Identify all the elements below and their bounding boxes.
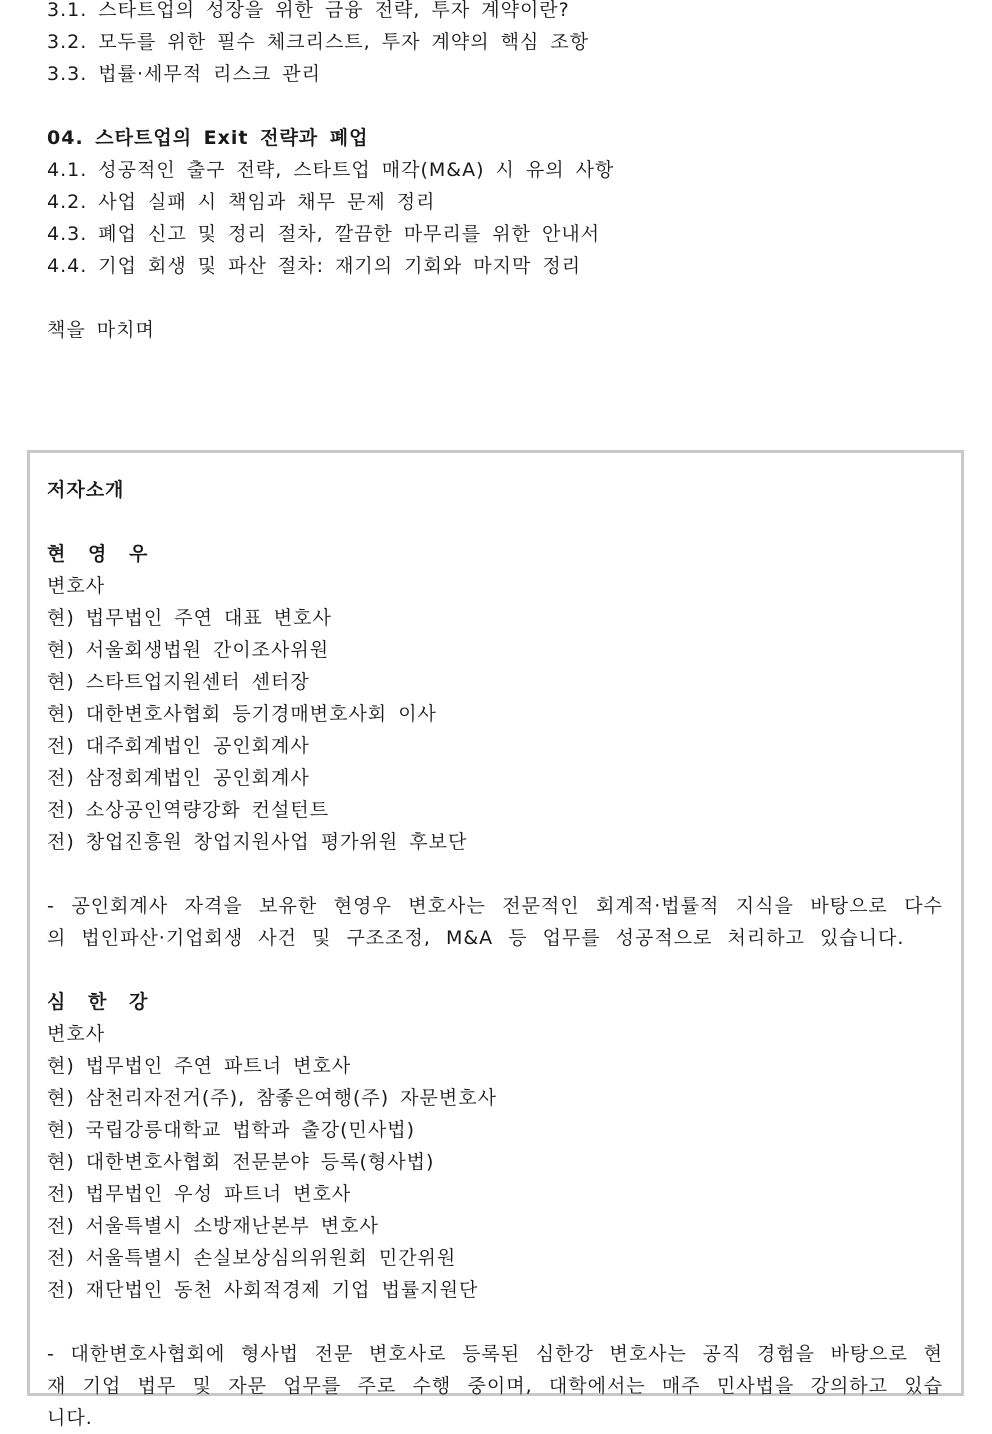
author-name: 심 한 강 bbox=[47, 991, 154, 1013]
toc-item: 4.4. 기업 회생 및 파산 절차: 재기의 기회와 마지막 정리 bbox=[47, 255, 582, 277]
toc-closing: 책을 마치며 bbox=[47, 319, 155, 341]
author-title: 변호사 bbox=[47, 1023, 106, 1045]
career-item: 현) 법무법인 주연 파트너 변호사 bbox=[47, 1055, 352, 1077]
career-item: 현) 스타트업지원센터 센터장 bbox=[47, 671, 310, 693]
author-name: 현 영 우 bbox=[47, 543, 154, 565]
career-item: 전) 소상공인역량강화 컨설턴트 bbox=[47, 799, 330, 821]
toc-item: 4.3. 폐업 신고 및 정리 절차, 깔끔한 마무리를 위한 안내서 bbox=[47, 223, 601, 245]
career-item: 전) 창업진흥원 창업지원사업 평가위원 후보단 bbox=[47, 831, 468, 853]
toc-item: 3.1. 스타트업의 성장을 위한 금융 전략, 투자 계약이란? bbox=[47, 0, 570, 21]
author-description: - 대한변호사협회에 형사법 전문 변호사로 등록된 심한강 변호사는 공직 경험을 바탕으로 현재 기업 법무 및 자문 업무를 주로 수행 중이며, 대학에서는 매주 민사법을 강의하고 있습니다. bbox=[47, 1343, 943, 1429]
career-item: 현) 법무법인 주연 대표 변호사 bbox=[47, 607, 332, 629]
toc-item: 4.1. 성공적인 출구 전략, 스타트업 매각(M&A) 시 유의 사항 bbox=[47, 159, 615, 181]
toc-item: 3.2. 모두를 위한 필수 체크리스트, 투자 계약의 핵심 조항 bbox=[47, 31, 590, 53]
career-item: 현) 삼천리자전거(주), 참좋은여행(주) 자문변호사 bbox=[47, 1087, 497, 1109]
toc-item: 3.3. 법률·세무적 리스크 관리 bbox=[47, 63, 321, 85]
career-item: 전) 재단법인 동천 사회적경제 기업 법률지원단 bbox=[47, 1279, 479, 1301]
career-item: 현) 대한변호사협회 전문분야 등록(형사법) bbox=[47, 1151, 435, 1173]
toc-item: 4.2. 사업 실패 시 책임과 채무 문제 정리 bbox=[47, 191, 436, 213]
author-section-heading: 저자소개 bbox=[47, 479, 125, 501]
career-item: 전) 서울특별시 손실보상심의위원회 민간위원 bbox=[47, 1247, 457, 1269]
toc-section-title: 04. 스타트업의 Exit 전략과 폐업 bbox=[47, 127, 369, 149]
career-item: 전) 법무법인 우성 파트너 변호사 bbox=[47, 1183, 352, 1205]
career-item: 전) 대주회계법인 공인회계사 bbox=[47, 735, 310, 757]
career-item: 전) 서울특별시 소방재난본부 변호사 bbox=[47, 1215, 379, 1237]
author-title: 변호사 bbox=[47, 575, 106, 597]
career-item: 전) 삼정회계법인 공인회계사 bbox=[47, 767, 310, 789]
career-item: 현) 국립강릉대학교 법학과 출강(민사법) bbox=[47, 1119, 416, 1141]
author-description: - 공인회계사 자격을 보유한 현영우 변호사는 전문적인 회계적·법률적 지식을 바탕으로 다수의 법인파산·기업회생 사건 및 구조조정, M&A 등 업무를 성공적으로 처리하고 있습니다. bbox=[47, 895, 943, 949]
career-item: 현) 대한변호사협회 등기경매변호사회 이사 bbox=[47, 703, 437, 725]
career-item: 현) 서울회생법원 간이조사위원 bbox=[47, 639, 330, 661]
